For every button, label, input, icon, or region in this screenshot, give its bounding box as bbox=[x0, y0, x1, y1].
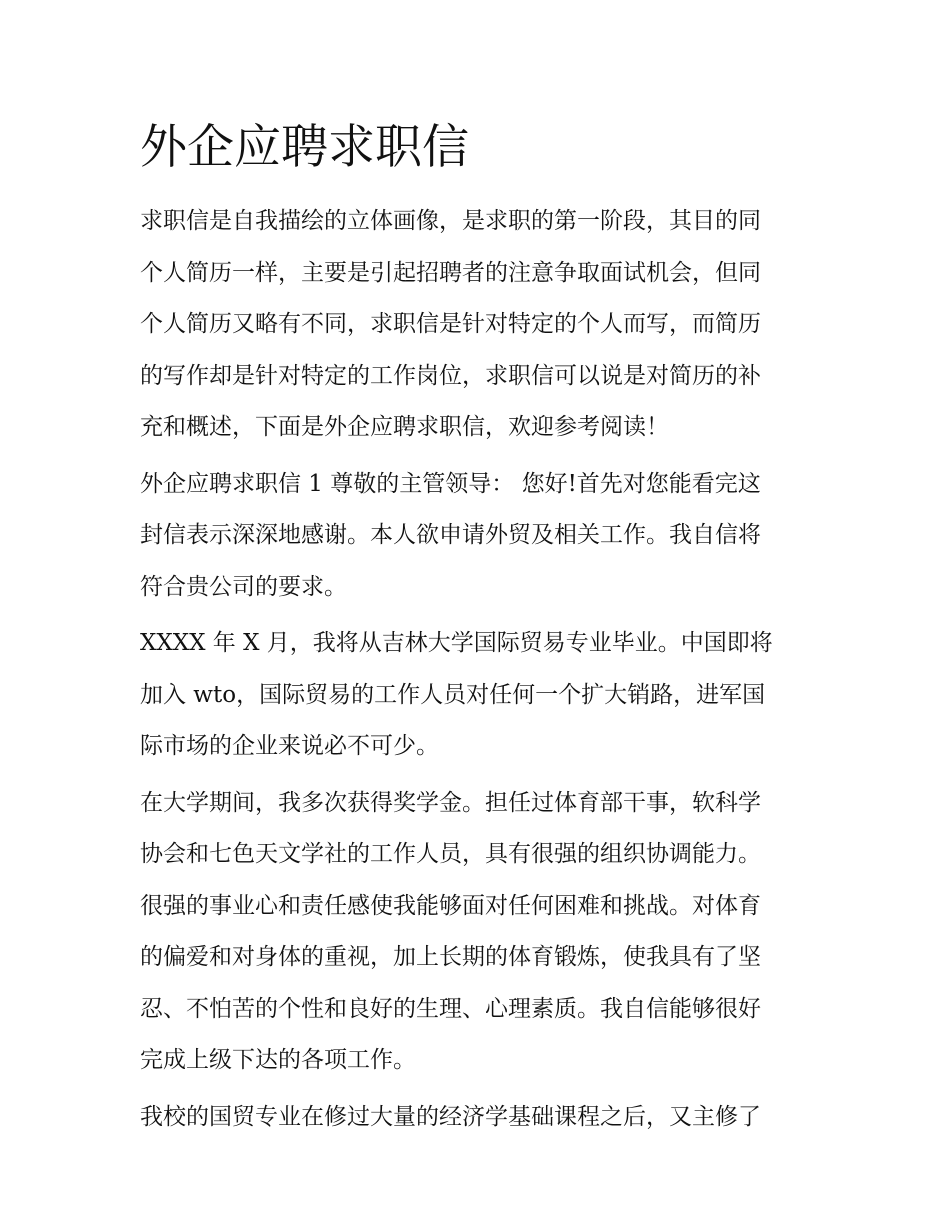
paragraph-intro bbox=[140, 196, 815, 454]
paragraph-line: 求职信是自我描绘的立体画像，是求职的第一阶段，其目的同 bbox=[140, 208, 761, 234]
paragraph-line: 在大学期间，我多次获得奖学金。担任过体育部干事，软科学 bbox=[140, 789, 761, 816]
document-title: 外企应聘求职信 bbox=[140, 120, 469, 175]
paragraph-line: 符合贵公司的要求。 bbox=[140, 573, 347, 600]
paragraph-graduation bbox=[140, 618, 815, 773]
paragraph-line: 个人简历一样，主要是引起招聘者的注意争取面试机会，但同 bbox=[140, 259, 761, 286]
paragraph-greeting bbox=[140, 459, 815, 614]
paragraph-line: 忍、不怕苦的个性和良好的生理、心理素质。我自信能够很好 bbox=[140, 995, 761, 1022]
paragraph-line: 完成上级下达的各项工作。 bbox=[140, 1047, 416, 1073]
paragraph-line: 的写作却是针对特定的工作岗位，求职信可以说是对简历的补 bbox=[140, 362, 761, 389]
paragraph-line: 外企应聘求职信 1 尊敬的主管领导： 您好!首先对您能看完这 bbox=[140, 470, 761, 497]
paragraph-line: 协会和七色天文学社的工作人员，具有很强的组织协调能力。 bbox=[140, 841, 761, 867]
paragraph-line: 封信表示深深地感谢。本人欲申请外贸及相关工作。我自信将 bbox=[140, 522, 761, 548]
document-body bbox=[140, 114, 815, 1148]
paragraph-line: 的偏爱和对身体的重视，加上长期的体育锻炼，使我具有了坚 bbox=[140, 944, 761, 970]
paragraph-university bbox=[140, 778, 815, 1087]
paragraph-line: 个人简历又略有不同，求职信是针对特定的个人而写，而简历 bbox=[140, 311, 761, 337]
paragraph-line: 加入 wto，国际贸易的工作人员对任何一个扩大销路，进军国 bbox=[140, 681, 766, 708]
paragraph-line: 际市场的企业来说必不可少。 bbox=[140, 733, 439, 759]
paragraph-line: XXXX 年 X 月，我将从吉林大学国际贸易专业毕业。中国即将 bbox=[140, 630, 773, 656]
paragraph-line: 充和概述，下面是外企应聘求职信，欢迎参考阅读！ bbox=[140, 414, 669, 440]
paragraph-line: 我校的国贸专业在修过大量的经济学基础课程之后，又主修了 bbox=[140, 1103, 761, 1130]
paragraph-line: 很强的事业心和责任感使我能够面对任何困难和挑战。对体育 bbox=[140, 892, 761, 919]
paragraph-major bbox=[140, 1092, 815, 1144]
